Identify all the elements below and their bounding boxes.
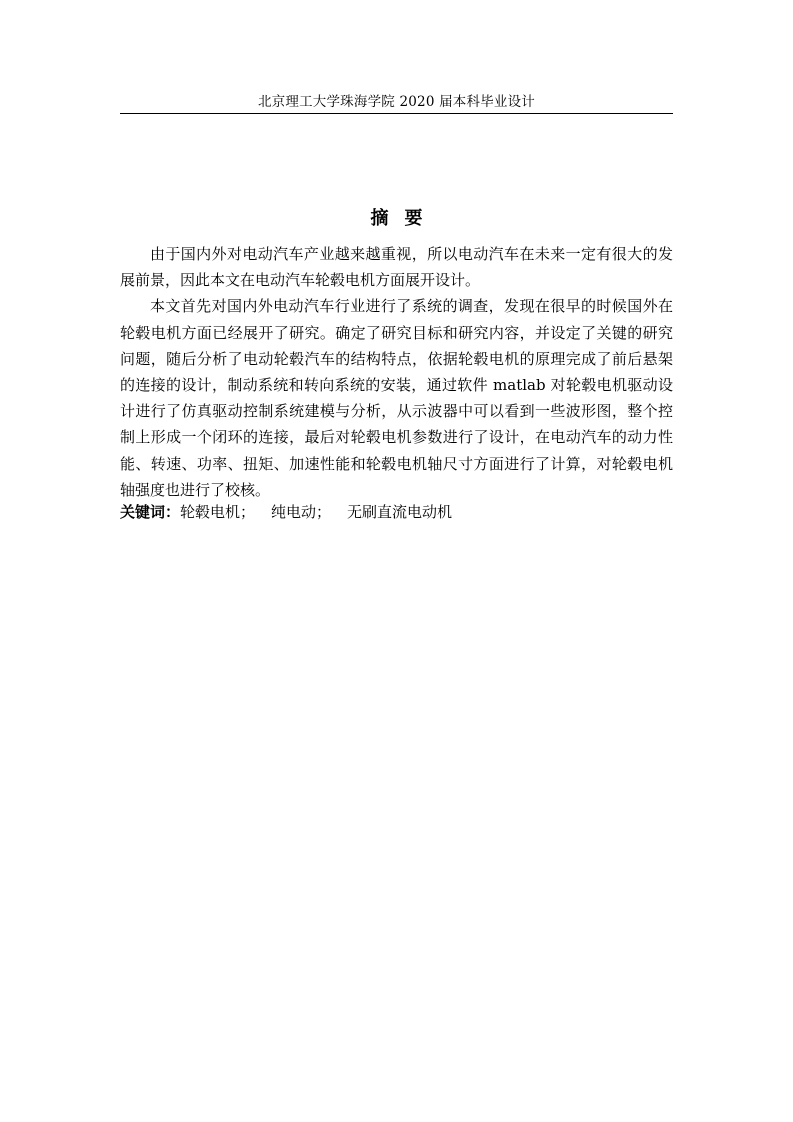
keyword-item: 纯电动； [271, 503, 332, 521]
keyword-item: 无刷直流电动机 [347, 503, 453, 521]
abstract-paragraph-2: 本文首先对国内外电动汽车行业进行了系统的调查，发现在很早的时候国外在轮毂电机方面已经展开了研究。确定了研究目标和研究内容，并设定了关键的研究问题，随后分析了电动轮毂汽车的结构特点，依据轮毂电机的原理完成了前后悬架的连接的设计，制动系统和转向系统的安装，通过软件 matlab 对轮毂电机驱动设计进行了仿真驱动控制系统建模与分析，从示波器中可以看到一些波形图，整个控制上形成一个闭环的连接，最后对轮毂电机参数进行了设计，在电动汽车的动力性能、转速、功率、扭矩、加速性能和轮毂电机轴尺寸方面进行了计算，对轮毂电机轴强度也进行了校核。 [120, 297, 673, 499]
keyword-item: 轮毂电机； [180, 503, 256, 521]
abstract-paragraph-1: 由于国内外对电动汽车产业越来越重视，所以电动汽车在未来一定有很大的发展前景，因此本文在电动汽车轮毂电机方面展开设计。 [120, 245, 673, 290]
keywords-line [120, 499, 673, 525]
keywords-label: 关键词： [120, 503, 181, 521]
page-header-text: 北京理工大学珠海学院 2020 届本科毕业设计 [257, 94, 536, 110]
page-header [120, 93, 673, 114]
abstract-body [120, 241, 673, 503]
abstract-title: 摘要 [370, 208, 439, 229]
